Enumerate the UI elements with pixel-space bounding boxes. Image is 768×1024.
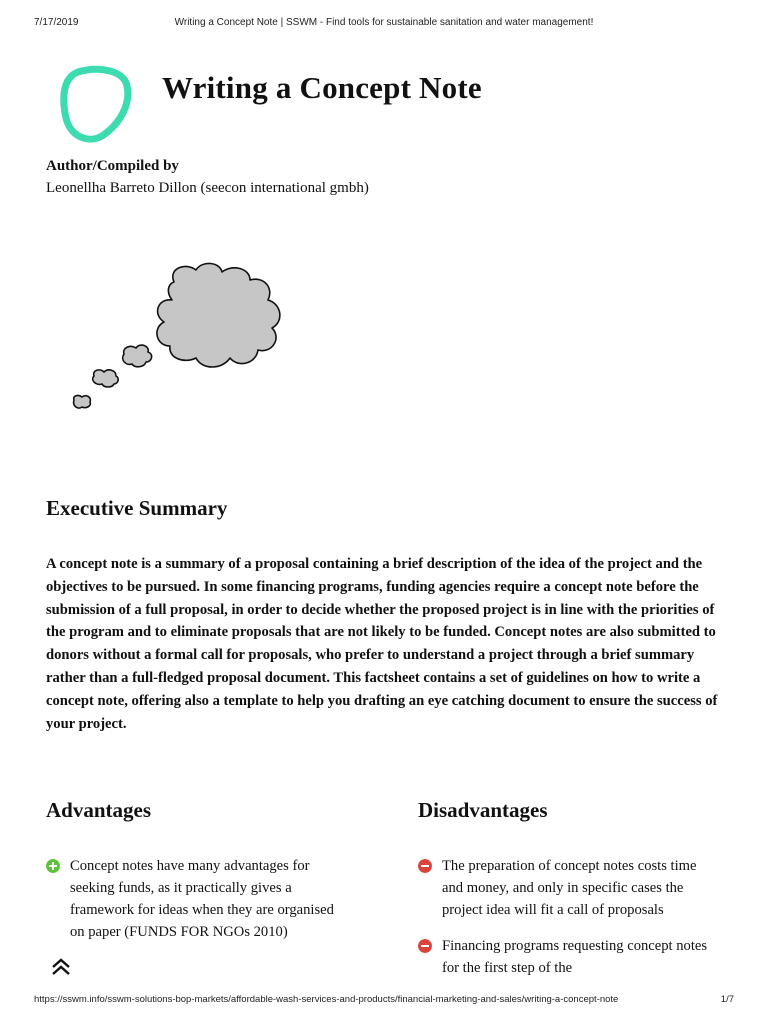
list-item (418, 935, 718, 979)
print-url: https://sswm.info/sswm-solutions-bop-markets/affordable-wash-services-and-products/financial-marketing-and-sales/writing-a-concept-note (34, 994, 619, 1005)
disadvantages-list (418, 855, 718, 993)
thought-bubble-icon (46, 212, 336, 462)
advantage-text: Concept notes have many advantages for seeking funds, as it practically gives a framework for ideas when they are organised on paper (FUNDS FOR NGOs 2010) (70, 858, 334, 940)
print-footer (0, 994, 768, 1008)
disadvantages-heading: Disadvantages (418, 798, 548, 822)
minus-circle-icon (418, 859, 432, 873)
list-item (418, 855, 718, 921)
rounded-triangle-logo-icon (54, 64, 136, 144)
advantages-list (46, 855, 346, 957)
print-date: 7/17/2019 (34, 17, 79, 28)
executive-summary-heading: Executive Summary (46, 496, 228, 520)
advantages-heading: Advantages (46, 798, 152, 822)
page-number: 1/7 (720, 994, 734, 1005)
disadvantage-text: Financing programs requesting concept notes for the first step of the (442, 938, 708, 976)
list-item (46, 855, 346, 943)
executive-summary-text: A concept note is a summary of a proposal containing a brief description of the idea of the project and the objectives to be pursued. In some financing programs, funding agencies require a concept note before the submission of a full proposal, in order to decide whether the proposed project is in line with the priorities of the program and to eliminate proposals that are not likely to be funded. Concept notes are also submitted to donors without a formal call for proposals, who prefer to understand a project through a brief summary rather than a full-fledged proposal document. This factsheet contains a set of guidelines on how to write a concept note, offering also a template to help you drafting an eye catching document to ensure the success of your project. (46, 556, 718, 732)
disadvantage-text: The preparation of concept notes costs time and money, and only in specific cases the project idea will fit a call of proposals (442, 858, 697, 918)
minus-circle-icon (418, 939, 432, 953)
author-label: Author/Compiled by (46, 158, 179, 174)
plus-circle-icon (46, 859, 60, 873)
author-name: Leonellha Barreto Dillon (seecon international gmbh) (46, 180, 369, 196)
print-page-title: Writing a Concept Note | SSWM - Find tools for sustainable sanitation and water management! (174, 17, 594, 28)
double-chevron-up-icon[interactable] (50, 956, 72, 978)
page-title: Writing a Concept Note (162, 70, 482, 105)
